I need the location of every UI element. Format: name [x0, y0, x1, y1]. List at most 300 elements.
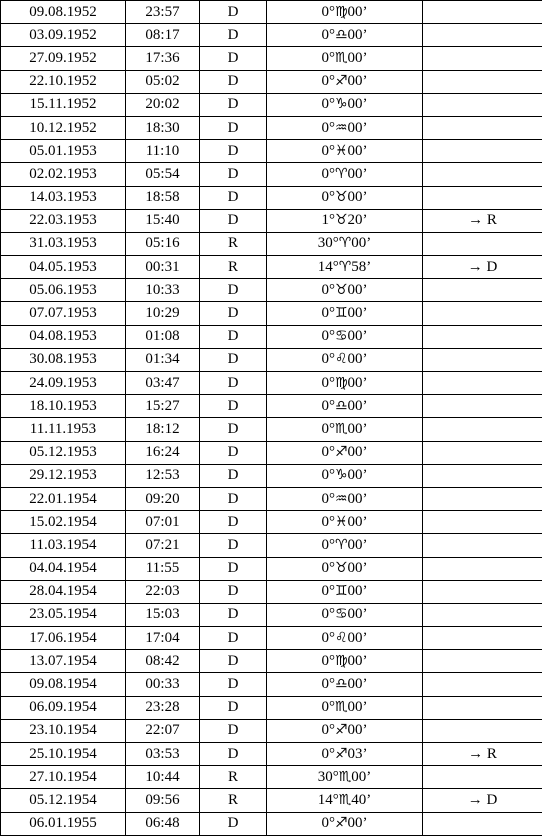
- station-note-cell: [423, 812, 542, 835]
- station-note-cell: [423, 140, 542, 163]
- position-cell: [267, 372, 423, 395]
- position-cell: [267, 487, 423, 510]
- station-note-cell: [423, 279, 542, 302]
- position-cell: [267, 256, 423, 279]
- zodiac-sign-icon: ♐: [334, 815, 348, 832]
- motion-cell: D: [200, 24, 267, 47]
- zodiac-sign-icon: ♎: [334, 26, 348, 43]
- date-cell: 05.06.1953: [1, 279, 126, 302]
- degree-value: 0°: [321, 96, 335, 113]
- date-cell: 03.09.1952: [1, 24, 126, 47]
- date-cell: 04.05.1953: [1, 256, 126, 279]
- motion-cell: R: [200, 256, 267, 279]
- zodiac-sign-icon: ♑: [334, 96, 348, 113]
- time-cell: 08:42: [126, 650, 200, 673]
- station-note-cell: [423, 534, 542, 557]
- date-cell: 17.06.1954: [1, 627, 126, 650]
- degree-value: 0°: [321, 629, 335, 646]
- date-cell: 24.09.1953: [1, 372, 126, 395]
- zodiac-sign-icon: ♊: [334, 305, 348, 322]
- station-note-cell: [423, 580, 542, 603]
- time-cell: 22:03: [126, 580, 200, 603]
- motion-cell: D: [200, 325, 267, 348]
- table-row: [1, 93, 542, 116]
- table-row: [1, 47, 542, 70]
- zodiac-sign-icon: ♋: [334, 328, 348, 345]
- zodiac-sign-icon: ♉: [334, 212, 348, 229]
- motion-cell: D: [200, 93, 267, 116]
- motion-cell: D: [200, 464, 267, 487]
- position-cell: [267, 140, 423, 163]
- motion-cell: D: [200, 696, 267, 719]
- minutes-value: 00’: [347, 328, 368, 345]
- motion-cell: D: [200, 418, 267, 441]
- table-row: [1, 186, 542, 209]
- time-cell: 10:33: [126, 279, 200, 302]
- minutes-value: 00’: [347, 536, 368, 553]
- motion-cell: D: [200, 511, 267, 534]
- date-cell: 29.12.1953: [1, 464, 126, 487]
- degree-value: 0°: [321, 536, 335, 553]
- motion-cell: D: [200, 603, 267, 626]
- position-cell: [267, 1, 423, 24]
- date-cell: 09.08.1954: [1, 673, 126, 696]
- motion-cell: D: [200, 650, 267, 673]
- motion-cell: R: [200, 789, 267, 812]
- date-cell: 15.11.1952: [1, 93, 126, 116]
- motion-cell: D: [200, 1, 267, 24]
- minutes-value: 00’: [347, 490, 368, 507]
- minutes-value: 00’: [347, 722, 368, 739]
- position-cell: [267, 743, 423, 766]
- position-cell: [267, 279, 423, 302]
- date-cell: 06.01.1955: [1, 812, 126, 835]
- time-cell: 17:04: [126, 627, 200, 650]
- motion-cell: D: [200, 163, 267, 186]
- position-cell: [267, 766, 423, 789]
- degree-value: 0°: [321, 652, 335, 669]
- degree-value: 0°: [321, 606, 335, 623]
- minutes-value: 00’: [347, 583, 368, 600]
- degree-value: 0°: [321, 722, 335, 739]
- degree-value: 30°: [317, 235, 339, 252]
- zodiac-sign-icon: ♐: [334, 444, 348, 461]
- time-cell: 03:53: [126, 743, 200, 766]
- degree-value: 0°: [321, 815, 335, 832]
- minutes-value: 00’: [347, 281, 368, 298]
- station-note-cell: [423, 719, 542, 742]
- motion-cell: D: [200, 302, 267, 325]
- date-cell: 15.02.1954: [1, 511, 126, 534]
- motion-cell: D: [200, 70, 267, 93]
- station-note-cell: [423, 163, 542, 186]
- station-note-cell: [423, 557, 542, 580]
- date-cell: 23.10.1954: [1, 719, 126, 742]
- table-row: [1, 116, 542, 139]
- table-row: [1, 279, 542, 302]
- table-row: [1, 696, 542, 719]
- table-row: [1, 766, 542, 789]
- zodiac-sign-icon: ♎: [334, 397, 348, 414]
- position-cell: [267, 418, 423, 441]
- station-note-cell: [423, 372, 542, 395]
- time-cell: 22:07: [126, 719, 200, 742]
- zodiac-sign-icon: ♓: [334, 142, 348, 159]
- minutes-value: 00’: [347, 351, 368, 368]
- time-cell: 15:27: [126, 395, 200, 418]
- minutes-value: 00’: [347, 815, 368, 832]
- time-cell: 06:48: [126, 812, 200, 835]
- date-cell: 22.10.1952: [1, 70, 126, 93]
- degree-value: 0°: [321, 189, 335, 206]
- motion-cell: D: [200, 580, 267, 603]
- motion-cell: D: [200, 743, 267, 766]
- minutes-value: 00’: [347, 119, 368, 136]
- table-row: [1, 719, 542, 742]
- position-cell: [267, 719, 423, 742]
- time-cell: 07:01: [126, 511, 200, 534]
- station-note-cell: [423, 418, 542, 441]
- minutes-value: 00’: [347, 560, 368, 577]
- table-row: [1, 209, 542, 232]
- motion-cell: D: [200, 627, 267, 650]
- degree-value: 0°: [321, 676, 335, 693]
- time-cell: 05:16: [126, 232, 200, 255]
- time-cell: 15:03: [126, 603, 200, 626]
- motion-cell: D: [200, 209, 267, 232]
- table-row: [1, 673, 542, 696]
- degree-value: 14°: [317, 791, 339, 808]
- position-cell: [267, 673, 423, 696]
- position-cell: [267, 24, 423, 47]
- position-cell: [267, 93, 423, 116]
- position-cell: [267, 650, 423, 673]
- date-cell: 30.08.1953: [1, 348, 126, 371]
- station-note-cell: [423, 186, 542, 209]
- position-cell: [267, 47, 423, 70]
- degree-value: 0°: [321, 513, 335, 530]
- date-cell: 25.10.1954: [1, 743, 126, 766]
- minutes-value: 00’: [347, 73, 368, 90]
- degree-value: 0°: [321, 745, 335, 762]
- table-row: [1, 603, 542, 626]
- zodiac-sign-icon: ♍: [334, 374, 348, 391]
- minutes-value: 00’: [347, 189, 368, 206]
- minutes-value: 00’: [347, 374, 368, 391]
- minutes-value: 00’: [347, 606, 368, 623]
- date-cell: 11.03.1954: [1, 534, 126, 557]
- station-note-cell: → R: [423, 743, 542, 766]
- station-note-cell: → R: [423, 209, 542, 232]
- minutes-value: 00’: [347, 444, 368, 461]
- position-cell: [267, 116, 423, 139]
- position-cell: [267, 441, 423, 464]
- minutes-value: 00’: [347, 3, 368, 20]
- position-cell: [267, 348, 423, 371]
- table-row: [1, 325, 542, 348]
- minutes-value: 00’: [347, 397, 368, 414]
- date-cell: 04.08.1953: [1, 325, 126, 348]
- motion-cell: D: [200, 487, 267, 510]
- motion-cell: D: [200, 186, 267, 209]
- minutes-value: 00’: [347, 513, 368, 530]
- position-cell: [267, 464, 423, 487]
- position-cell: [267, 696, 423, 719]
- date-cell: 22.03.1953: [1, 209, 126, 232]
- degree-value: 0°: [321, 583, 335, 600]
- degree-value: 0°: [321, 699, 335, 716]
- zodiac-sign-icon: ♏: [338, 768, 352, 785]
- minutes-value: 03’: [347, 745, 368, 762]
- station-note-cell: [423, 511, 542, 534]
- position-cell: [267, 163, 423, 186]
- minutes-value: 00’: [351, 235, 372, 252]
- zodiac-sign-icon: ♋: [334, 606, 348, 623]
- position-cell: [267, 70, 423, 93]
- zodiac-sign-icon: ♌: [334, 629, 348, 646]
- minutes-value: 00’: [347, 652, 368, 669]
- motion-cell: D: [200, 812, 267, 835]
- table-row: [1, 627, 542, 650]
- minutes-value: 00’: [347, 699, 368, 716]
- station-note-cell: [423, 487, 542, 510]
- position-cell: [267, 627, 423, 650]
- table-row: [1, 511, 542, 534]
- time-cell: 11:55: [126, 557, 200, 580]
- degree-value: 0°: [321, 420, 335, 437]
- degree-value: 0°: [321, 281, 335, 298]
- station-note-cell: [423, 348, 542, 371]
- station-note-cell: [423, 766, 542, 789]
- zodiac-sign-icon: ♈: [334, 536, 348, 553]
- minutes-value: 00’: [347, 96, 368, 113]
- zodiac-sign-icon: ♉: [334, 281, 348, 298]
- zodiac-sign-icon: ♍: [334, 3, 348, 20]
- table-row: [1, 395, 542, 418]
- minutes-value: 40’: [351, 791, 372, 808]
- time-cell: 01:34: [126, 348, 200, 371]
- table-row: [1, 464, 542, 487]
- degree-value: 0°: [321, 3, 335, 20]
- table-row: [1, 534, 542, 557]
- table-row: [1, 1, 542, 24]
- table-row: [1, 812, 542, 835]
- time-cell: 23:28: [126, 696, 200, 719]
- time-cell: 00:31: [126, 256, 200, 279]
- minutes-value: 20’: [347, 212, 368, 229]
- motion-cell: D: [200, 557, 267, 580]
- table-row: [1, 256, 542, 279]
- minutes-value: 00’: [351, 768, 372, 785]
- zodiac-sign-icon: ♐: [334, 745, 348, 762]
- zodiac-sign-icon: ♐: [334, 722, 348, 739]
- minutes-value: 00’: [347, 676, 368, 693]
- minutes-value: 00’: [347, 142, 368, 159]
- zodiac-sign-icon: ♉: [334, 560, 348, 577]
- date-cell: 04.04.1954: [1, 557, 126, 580]
- degree-value: 14°: [317, 258, 339, 275]
- zodiac-sign-icon: ♑: [334, 467, 348, 484]
- degree-value: 0°: [321, 119, 335, 136]
- date-cell: 11.11.1953: [1, 418, 126, 441]
- zodiac-sign-icon: ♏: [334, 49, 348, 66]
- zodiac-sign-icon: ♒: [334, 490, 348, 507]
- zodiac-sign-icon: ♏: [334, 699, 348, 716]
- zodiac-sign-icon: ♊: [334, 583, 348, 600]
- zodiac-sign-icon: ♈: [334, 165, 348, 182]
- degree-value: 0°: [321, 467, 335, 484]
- date-cell: 28.04.1954: [1, 580, 126, 603]
- minutes-value: 00’: [347, 420, 368, 437]
- degree-value: 0°: [321, 374, 335, 391]
- station-note-cell: [423, 47, 542, 70]
- position-cell: [267, 325, 423, 348]
- position-cell: [267, 209, 423, 232]
- station-note-cell: [423, 696, 542, 719]
- station-note-cell: [423, 24, 542, 47]
- station-note-cell: [423, 673, 542, 696]
- table-row: [1, 140, 542, 163]
- date-cell: 05.12.1954: [1, 789, 126, 812]
- station-note-cell: [423, 395, 542, 418]
- station-note-cell: [423, 650, 542, 673]
- station-note-cell: [423, 1, 542, 24]
- date-cell: 09.08.1952: [1, 1, 126, 24]
- degree-value: 0°: [321, 444, 335, 461]
- position-cell: [267, 395, 423, 418]
- date-cell: 31.03.1953: [1, 232, 126, 255]
- date-cell: 05.01.1953: [1, 140, 126, 163]
- motion-cell: D: [200, 719, 267, 742]
- motion-cell: D: [200, 441, 267, 464]
- table-row: [1, 302, 542, 325]
- table-row: [1, 743, 542, 766]
- minutes-value: 00’: [347, 305, 368, 322]
- date-cell: 23.05.1954: [1, 603, 126, 626]
- table-row: [1, 487, 542, 510]
- degree-value: 0°: [321, 165, 335, 182]
- motion-cell: D: [200, 47, 267, 70]
- date-cell: 05.12.1953: [1, 441, 126, 464]
- ephemeris-table-body: [1, 1, 542, 836]
- time-cell: 11:10: [126, 140, 200, 163]
- table-row: [1, 580, 542, 603]
- motion-cell: D: [200, 140, 267, 163]
- position-cell: [267, 812, 423, 835]
- degree-value: 0°: [321, 26, 335, 43]
- time-cell: 05:02: [126, 70, 200, 93]
- table-row: [1, 372, 542, 395]
- table-row: [1, 163, 542, 186]
- time-cell: 16:24: [126, 441, 200, 464]
- table-row: [1, 70, 542, 93]
- zodiac-sign-icon: ♏: [334, 420, 348, 437]
- degree-value: 0°: [321, 305, 335, 322]
- date-cell: 18.10.1953: [1, 395, 126, 418]
- time-cell: 09:20: [126, 487, 200, 510]
- date-cell: 07.07.1953: [1, 302, 126, 325]
- degree-value: 0°: [321, 560, 335, 577]
- date-cell: 27.09.1952: [1, 47, 126, 70]
- date-cell: 27.10.1954: [1, 766, 126, 789]
- time-cell: 07:21: [126, 534, 200, 557]
- time-cell: 12:53: [126, 464, 200, 487]
- station-note-cell: → D: [423, 256, 542, 279]
- table-row: [1, 348, 542, 371]
- position-cell: [267, 789, 423, 812]
- station-note-cell: [423, 627, 542, 650]
- degree-value: 30°: [317, 768, 339, 785]
- position-cell: [267, 580, 423, 603]
- position-cell: [267, 186, 423, 209]
- time-cell: 09:56: [126, 789, 200, 812]
- position-cell: [267, 511, 423, 534]
- time-cell: 08:17: [126, 24, 200, 47]
- time-cell: 05:54: [126, 163, 200, 186]
- table-row: [1, 418, 542, 441]
- minutes-value: 00’: [347, 26, 368, 43]
- table-row: [1, 441, 542, 464]
- degree-value: 0°: [321, 328, 335, 345]
- table-row: [1, 650, 542, 673]
- date-cell: 22.01.1954: [1, 487, 126, 510]
- station-note-cell: [423, 603, 542, 626]
- motion-cell: D: [200, 116, 267, 139]
- time-cell: 10:29: [126, 302, 200, 325]
- motion-cell: D: [200, 348, 267, 371]
- degree-value: 0°: [321, 490, 335, 507]
- time-cell: 18:30: [126, 116, 200, 139]
- station-note-cell: [423, 116, 542, 139]
- motion-cell: D: [200, 673, 267, 696]
- zodiac-sign-icon: ♈: [338, 235, 352, 252]
- station-note-cell: [423, 441, 542, 464]
- position-cell: [267, 534, 423, 557]
- station-note-cell: [423, 302, 542, 325]
- degree-value: 0°: [321, 49, 335, 66]
- zodiac-sign-icon: ♐: [334, 73, 348, 90]
- zodiac-sign-icon: ♌: [334, 351, 348, 368]
- time-cell: 01:08: [126, 325, 200, 348]
- motion-cell: D: [200, 372, 267, 395]
- degree-value: 0°: [321, 351, 335, 368]
- time-cell: 03:47: [126, 372, 200, 395]
- date-cell: 06.09.1954: [1, 696, 126, 719]
- degree-value: 0°: [321, 397, 335, 414]
- position-cell: [267, 603, 423, 626]
- minutes-value: 58’: [351, 258, 372, 275]
- minutes-value: 00’: [347, 49, 368, 66]
- date-cell: 14.03.1953: [1, 186, 126, 209]
- time-cell: 15:40: [126, 209, 200, 232]
- date-cell: 13.07.1954: [1, 650, 126, 673]
- zodiac-sign-icon: ♓: [334, 513, 348, 530]
- minutes-value: 00’: [347, 629, 368, 646]
- table-row: [1, 232, 542, 255]
- time-cell: 10:44: [126, 766, 200, 789]
- time-cell: 17:36: [126, 47, 200, 70]
- position-cell: [267, 557, 423, 580]
- zodiac-sign-icon: ♈: [338, 258, 352, 275]
- motion-cell: R: [200, 232, 267, 255]
- position-cell: [267, 302, 423, 325]
- station-note-cell: [423, 325, 542, 348]
- degree-value: 1°: [321, 212, 335, 229]
- date-cell: 02.02.1953: [1, 163, 126, 186]
- table-row: [1, 557, 542, 580]
- motion-cell: D: [200, 534, 267, 557]
- table-row: [1, 24, 542, 47]
